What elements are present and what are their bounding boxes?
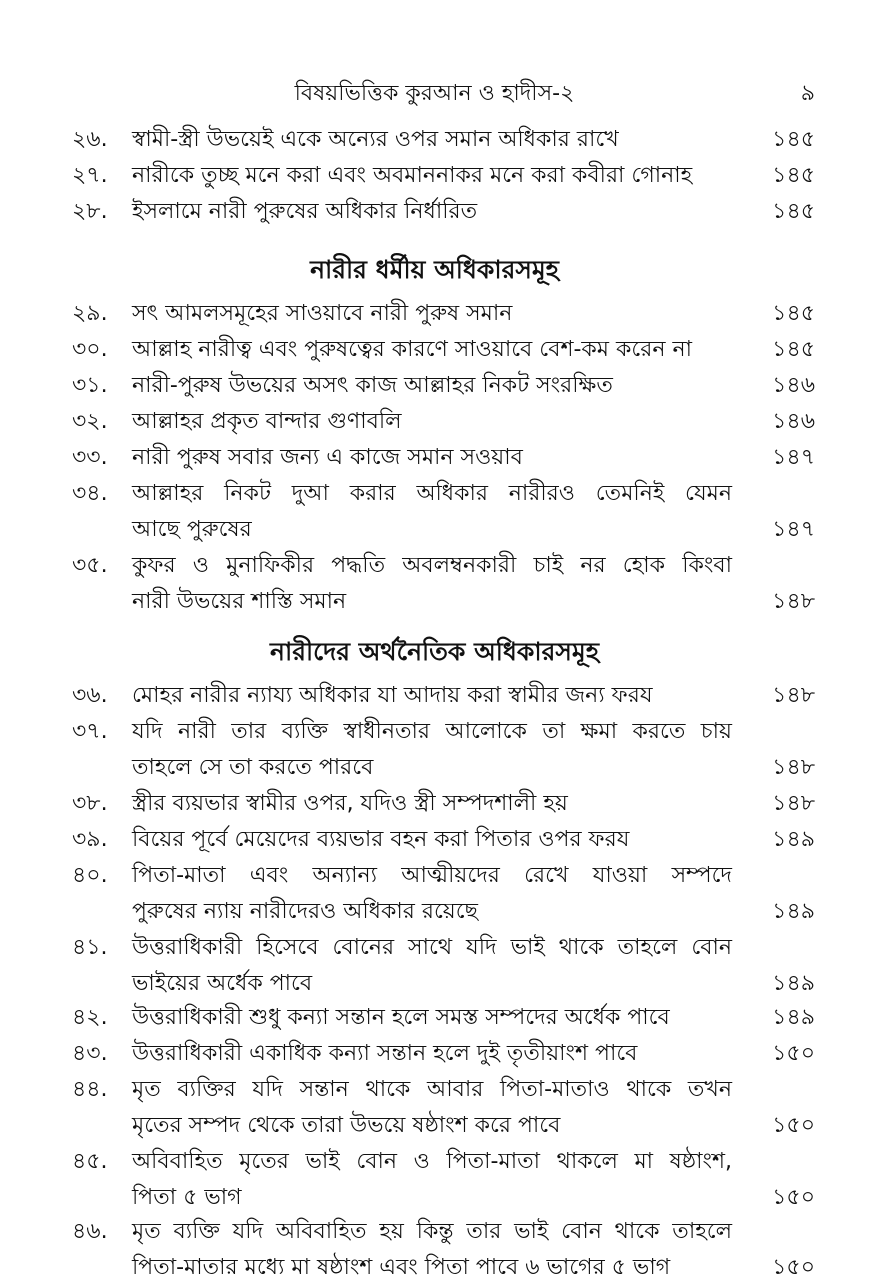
entry-title: তাহলে সে তা করতে পারবে [132,755,374,780]
entry-number: ২৮. [72,199,108,224]
entry-title: আল্লাহ নারীত্ব এবং পুরুষত্বের কারণে সাওয়াবে বেশ-কম করেন না [132,337,692,362]
entry-page-number: ১৪৮ [772,755,815,780]
entry-page-number: ১৪৫ [772,163,815,188]
entry-page-number: ১৪৭ [772,445,815,470]
entry-page-number: ১৫০ [772,1041,815,1066]
section-heading: নারীদের অর্থনৈতিক অধিকারসমূহ [270,637,599,666]
entry-page-number: ১৪৬ [772,373,815,398]
entry-title: অবিবাহিত মৃতের ভাই বোন ও পিতা-মাতা থাকলে মা ষষ্ঠাংশ, [132,1149,732,1174]
entry-number: ২৯. [72,301,108,326]
entry-number: ৩৩. [72,445,108,470]
entry-title: বিয়ের পূর্বে মেয়েদের ব্যয়ভার বহন করা পিতার ওপর ফরয [132,827,630,852]
entry-title: আল্লাহর নিকট দুআ করার অধিকার নারীরও তেমনিই যেমন [132,481,732,506]
entry-title: মৃতের সম্পদ থেকে তারা উভয়ে ষষ্ঠাংশ করে পাবে [132,1113,561,1138]
entry-page-number: ১৫০ [772,1185,815,1210]
entry-title: পিতা ৫ ভাগ [132,1185,242,1210]
entry-number: ৪১. [72,935,108,960]
entry-title: পিতা-মাতার মধ্যে মা ষষ্ঠাংশ এবং পিতা পাবে ৬ ভাগের ৫ ভাগ [132,1255,671,1280]
entry-title: উত্তরাধিকারী একাধিক কন্যা সন্তান হলে দুই তৃতীয়াংশ পাবে [132,1041,638,1066]
entry-title: আছে পুরুষের [132,517,252,542]
entry-page-number: ১৪৫ [772,199,815,224]
entry-page-number: ১৪৮ [772,791,815,816]
entry-title: স্ত্রীর ব্যয়ভার স্বামীর ওপর, যদিও স্ত্রী সম্পদশালী হয় [132,791,568,816]
entry-title: মোহর নারীর ন্যায্য অধিকার যা আদায় করা স্বামীর জন্য ফরয [132,683,653,708]
entry-title: কুফর ও মুনাফিকীর পদ্ধতি অবলম্বনকারী চাই নর হোক কিংবা [132,553,732,578]
entry-title: মৃত ব্যক্তি যদি অবিবাহিত হয় কিন্তু তার ভাই বোন থাকে তাহলে [132,1219,732,1244]
entry-title: যদি নারী তার ব্যক্তি স্বাধীনতার আলোকে তা ক্ষমা করতে চায় [132,719,732,744]
entry-number: ৪০. [72,863,108,888]
entry-title: পিতা-মাতা এবং অন্যান্য আত্মীয়দের রেখে যাওয়া সম্পদে [132,863,732,888]
entry-number: ৪২. [72,1005,108,1030]
entry-number: ৩৪. [72,481,108,506]
entry-page-number: ১৪৫ [772,127,815,152]
entry-page-number: ১৪৮ [772,589,815,614]
entry-page-number: ১৪৫ [772,301,815,326]
entry-number: ৩৫. [72,553,108,578]
entry-title: পুরুষের ন্যায় নারীদেরও অধিকার রয়েছে [132,899,478,924]
entry-number: ৪৩. [72,1041,108,1066]
entry-number: ৩১. [72,373,108,398]
entry-page-number: ১৪৯ [772,899,815,924]
entry-title: স্বামী-স্ত্রী উভয়েই একে অন্যের ওপর সমান অধিকার রাখে [132,127,619,152]
entry-title: মৃত ব্যক্তির যদি সন্তান থাকে আবার পিতা-মাতাও থাকে তখন [132,1077,732,1102]
entry-title: ভাইয়ের অর্ধেক পাবে [132,971,313,996]
entry-number: ৪৬. [72,1219,108,1244]
entry-title: সৎ আমলসমূহের সাওয়াবে নারী পুরুষ সমান [132,301,513,326]
entry-title: নারী উভয়ের শাস্তি সমান [132,589,347,614]
entry-number: ২৭. [72,163,108,188]
entry-title: নারী-পুরুষ উভয়ের অসৎ কাজ আল্লাহর নিকট সংরক্ষিত [132,373,613,398]
entry-title: ইসলামে নারী পুরুষের অধিকার নির্ধারিত [132,199,478,224]
entry-page-number: ১৪৬ [772,409,815,434]
entry-number: ৩৬. [72,683,108,708]
section-heading: নারীর ধর্মীয় অধিকারসমূহ [310,255,559,284]
entry-page-number: ১৫০ [772,1113,815,1138]
entry-number: ৪৪. [72,1077,108,1102]
entry-number: ৩৮. [72,791,108,816]
entry-number: ৩০. [72,337,108,362]
entry-number: ৪৫. [72,1149,108,1174]
entry-number: ৩২. [72,409,108,434]
entry-page-number: ১৫০ [772,1255,815,1280]
entry-title: উত্তরাধিকারী শুধু কন্যা সন্তান হলে সমস্ত সম্পদের অর্ধেক পাবে [132,1005,670,1030]
entry-title: নারী পুরুষ সবার জন্য এ কাজে সমান সওয়াব [132,445,523,470]
entry-page-number: ১৪৯ [772,971,815,996]
entry-page-number: ১৪৮ [772,683,815,708]
entry-title: আল্লাহর প্রকৃত বান্দার গুণাবলি [132,409,402,434]
entry-title: নারীকে তুচ্ছ মনে করা এবং অবমাননাকর মনে করা কবীরা গোনাহ [132,163,693,188]
entry-number: ৩৯. [72,827,108,852]
page-number: ৯ [800,81,815,106]
entry-page-number: ১৪৫ [772,337,815,362]
entry-title: উত্তরাধিকারী হিসেবে বোনের সাথে যদি ভাই থাকে তাহলে বোন [132,935,732,960]
entry-number: ৩৭. [72,719,108,744]
entry-number: ২৬. [72,127,108,152]
running-title: বিষয়ভিত্তিক কুরআন ও হাদীস-২ [294,81,575,106]
entry-page-number: ১৪৭ [772,517,815,542]
entry-page-number: ১৪৯ [772,1005,815,1030]
entry-page-number: ১৪৯ [772,827,815,852]
